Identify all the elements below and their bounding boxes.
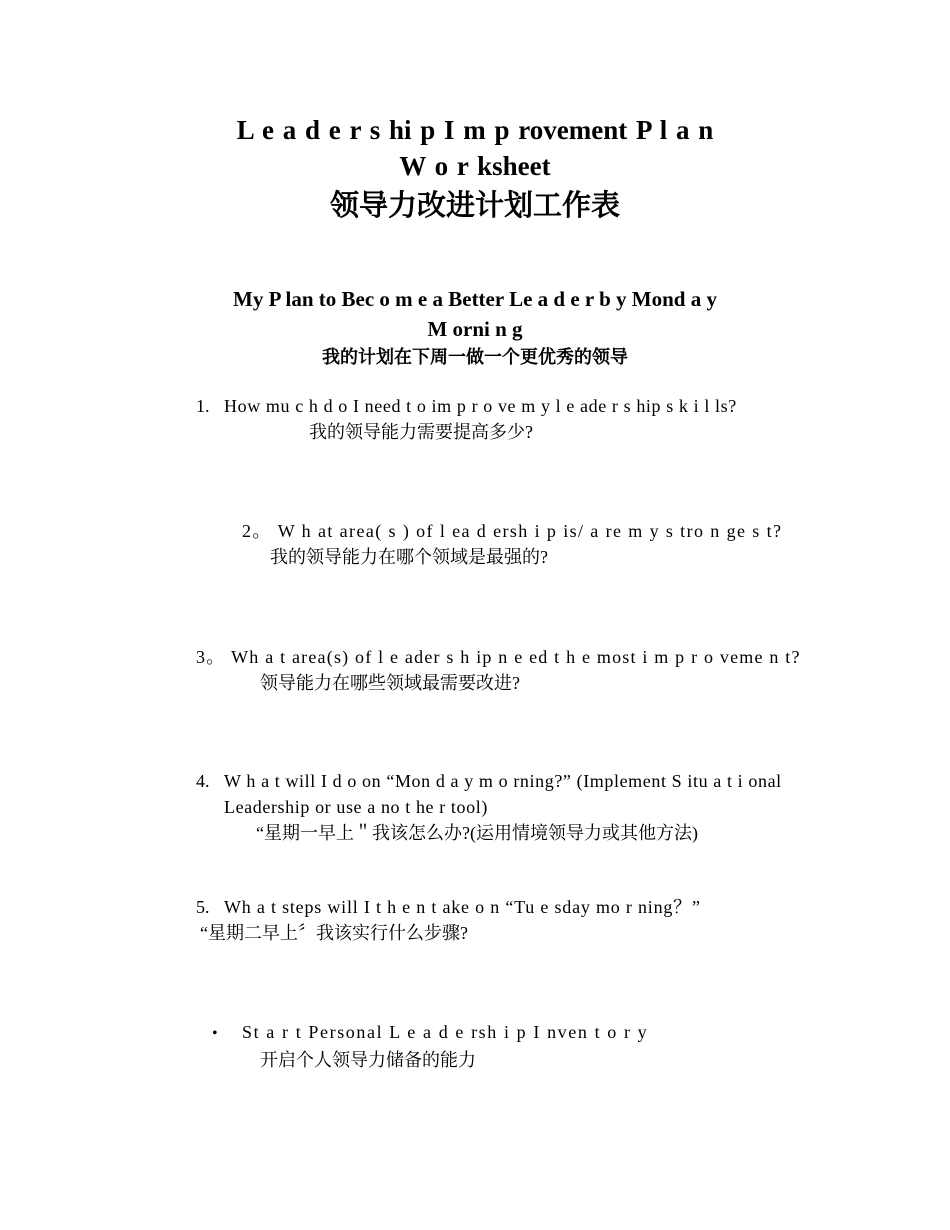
question-english: How mu c h d o I need t o im p r o ve m y l e ade r s hip s k i l ls? — [224, 396, 737, 416]
question-number: 1. — [196, 396, 210, 416]
subtitle-chinese: 我的计划在下周一做一个更优秀的领导 — [322, 347, 628, 367]
title-english-line-2: W o r ksheet — [399, 151, 551, 181]
question-chinese: 领导能力在哪些领域最需要改进? — [260, 673, 520, 693]
subtitle-english-line-1: My P lan to Bec o m e a Better Le a d e r b y Mond a y — [233, 287, 717, 311]
title-english-line-1: L e a d e r s hi p I m p rovement P l a n — [236, 115, 714, 145]
question-3 — [196, 644, 806, 696]
question-english — [196, 644, 806, 670]
question-chinese: “星期二早上〞我该实行什么步骤? — [200, 923, 468, 943]
question-5 — [196, 894, 806, 946]
question-4 — [196, 768, 806, 846]
bullet-item — [212, 1019, 812, 1073]
question-number: 5. — [196, 897, 210, 917]
worksheet-title — [140, 112, 810, 226]
question-english — [146, 518, 806, 544]
bullet-icon: • — [212, 1025, 218, 1042]
question-english: W h a t will I d o on “Mon d a y m o rning?” (Implement S itu a t i onal Leadership or use a no t he r tool) — [224, 771, 782, 817]
question-english: Wh a t steps will I t h e n t ake o n “Tu e sday mo r ning？” — [224, 897, 701, 917]
question-2 — [146, 518, 806, 570]
question-chinese: “星期一早上＂我该怎么办?(运用情境领导力或其他方法) — [256, 823, 698, 843]
title-chinese: 领导力改进计划工作表 — [329, 190, 620, 222]
bullet-english: St a r t Personal L e a d e rsh i p I nven t o r y — [242, 1022, 649, 1042]
plan-subtitle — [140, 284, 810, 370]
question-1 — [196, 393, 806, 445]
question-english-text: W h at area( s ) of l ea d ersh i p is/ a re m y s tro n ge s t? — [277, 521, 783, 541]
subtitle-english-line-2: M orni n g — [427, 317, 523, 341]
question-english-text: Wh a t area(s) of l e ader s h ip n e ed t h e most i m p r o veme n t? — [231, 647, 801, 667]
question-chinese: 我的领导能力在哪个领域是最强的? — [270, 547, 548, 567]
question-number: 2。 — [242, 521, 272, 541]
question-chinese: 我的领导能力需要提高多少? — [309, 422, 533, 442]
question-number: 3。 — [196, 647, 226, 667]
question-number: 4. — [196, 771, 210, 791]
bullet-chinese: 开启个人领导力储备的能力 — [260, 1050, 476, 1070]
